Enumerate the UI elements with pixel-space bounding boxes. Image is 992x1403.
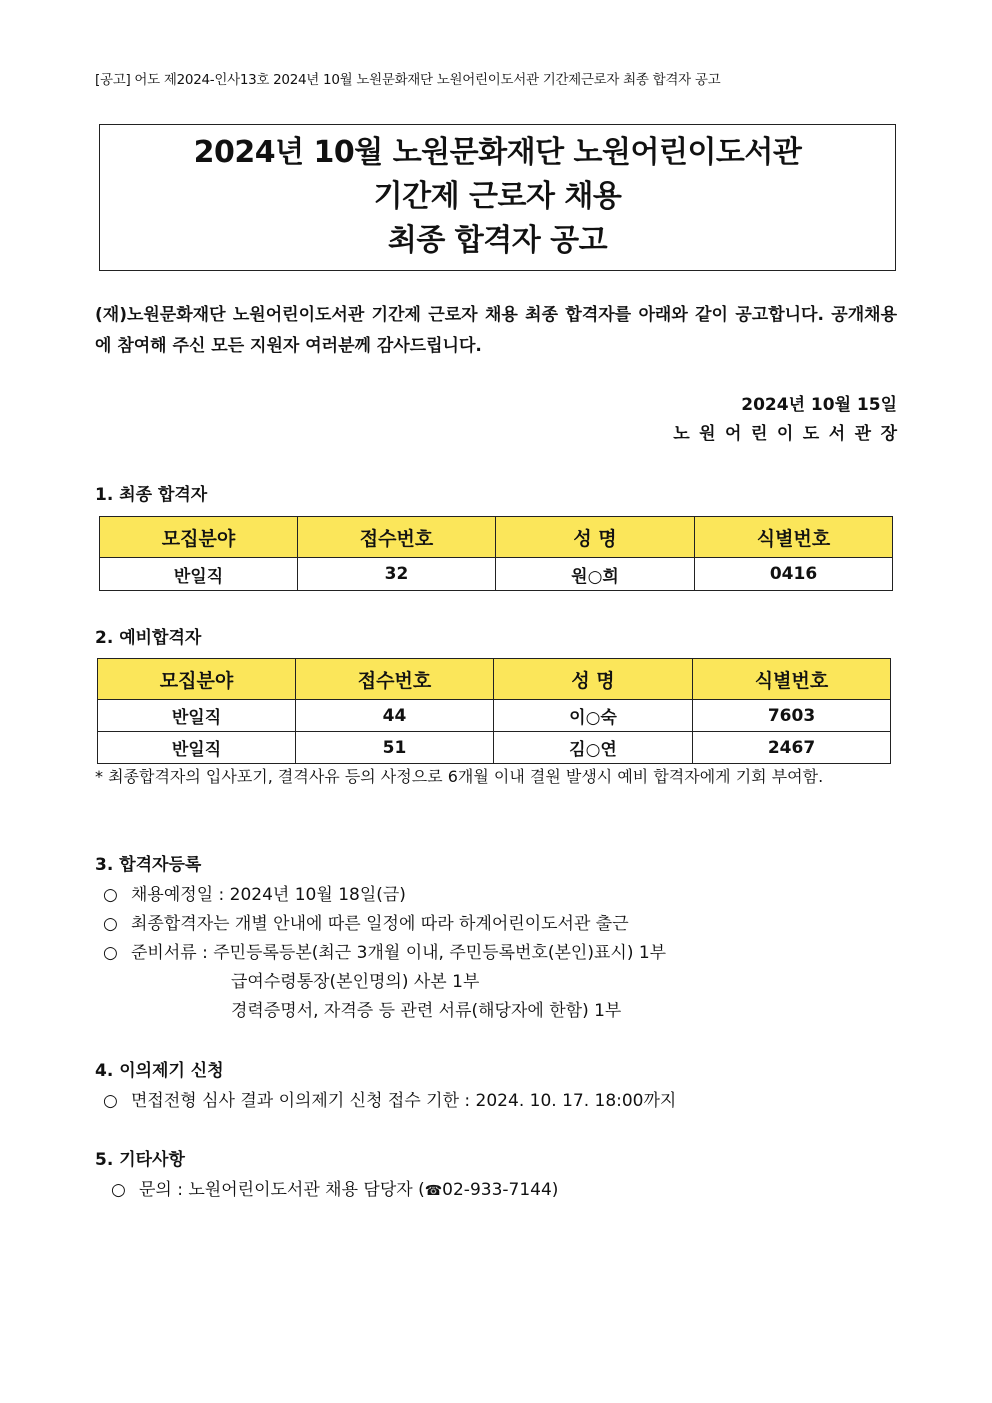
header-receipt-no: 접수번호 bbox=[298, 517, 496, 558]
header-name: 성 명 bbox=[496, 517, 695, 558]
section-2-title: 2. 예비합격자 bbox=[95, 628, 202, 648]
table-row bbox=[100, 558, 893, 591]
section-4-title: 4. 이의제기 신청 bbox=[95, 1061, 224, 1081]
documents-line-3: 경력증명서, 자격증 등 관련 서류(해당자에 한함) 1부 bbox=[231, 1001, 622, 1021]
list-item bbox=[103, 909, 629, 934]
cell-name: 원○희 bbox=[496, 558, 695, 591]
attendance-text: 최종합격자는 개별 안내에 따른 일정에 따라 하계어린이도서관 출근 bbox=[131, 914, 629, 934]
contact-number: 02-933-7144) bbox=[442, 1180, 559, 1200]
section-5-title: 5. 기타사항 bbox=[95, 1150, 185, 1170]
cell-id-no: 0416 bbox=[695, 558, 893, 591]
reserve-passers-table bbox=[97, 658, 891, 764]
cell-field: 반일직 bbox=[98, 732, 296, 764]
contact-text: 문의 : 노원어린이도서관 채용 담당자 ( bbox=[139, 1180, 425, 1200]
list-item bbox=[103, 880, 406, 905]
table-header-row bbox=[100, 517, 893, 558]
header-id-no: 식별번호 bbox=[695, 517, 893, 558]
table-row bbox=[98, 732, 891, 764]
circle-bullet-icon: ○ bbox=[111, 1180, 126, 1200]
header-name: 성 명 bbox=[494, 659, 693, 700]
final-passers-table bbox=[99, 516, 893, 591]
reserve-note: * 최종합격자의 입사포기, 결격사유 등의 사정으로 6개월 이내 결원 발생시 예비 합격자에게 기회 부여함. bbox=[95, 767, 824, 786]
cell-field: 반일직 bbox=[98, 700, 296, 732]
signer: 노원어린이도서관장 bbox=[673, 424, 907, 444]
phone-icon: ☎ bbox=[424, 1183, 443, 1199]
header-id-no: 식별번호 bbox=[693, 659, 891, 700]
cell-receipt-no: 51 bbox=[296, 732, 494, 764]
hiring-date-text: 채용예정일 : 2024년 10월 18일(금) bbox=[131, 885, 406, 905]
title-line-2: 기간제 근로자 채용 bbox=[373, 179, 622, 214]
cell-id-no: 2467 bbox=[693, 732, 891, 764]
title-line-3: 최종 합격자 공고 bbox=[387, 223, 608, 258]
list-item bbox=[111, 1175, 558, 1200]
document-header: [공고] 어도 제2024-인사13호 2024년 10월 노원문화재단 노원어린이도서관 기간제근로자 최종 합격자 공고 bbox=[95, 72, 721, 88]
cell-id-no: 7603 bbox=[693, 700, 891, 732]
header-field: 모집분야 bbox=[100, 517, 298, 558]
header-field: 모집분야 bbox=[98, 659, 296, 700]
documents-line-2: 급여수령통장(본인명의) 사본 1부 bbox=[231, 972, 480, 992]
circle-bullet-icon: ○ bbox=[103, 943, 118, 963]
section-1-title: 1. 최종 합격자 bbox=[95, 485, 208, 505]
cell-name: 이○숙 bbox=[494, 700, 693, 732]
objection-deadline-text: 면접전형 심사 결과 이의제기 신청 접수 기한 : 2024. 10. 17. 18:00까지 bbox=[131, 1091, 677, 1111]
cell-receipt-no: 32 bbox=[298, 558, 496, 591]
title-box bbox=[99, 124, 896, 271]
cell-name: 김○연 bbox=[494, 732, 693, 764]
cell-field: 반일직 bbox=[100, 558, 298, 591]
circle-bullet-icon: ○ bbox=[103, 885, 118, 905]
title-line-1: 2024년 10월 노원문화재단 노원어린이도서관 bbox=[193, 135, 802, 170]
list-item bbox=[103, 1086, 676, 1111]
documents-text: 준비서류 : 주민등록등본(최근 3개월 이내, 주민등록번호(본인)표시) 1부 bbox=[131, 943, 667, 963]
section-3-title: 3. 합격자등록 bbox=[95, 855, 202, 875]
header-receipt-no: 접수번호 bbox=[296, 659, 494, 700]
intro-paragraph: (재)노원문화재단 노원어린이도서관 기간제 근로자 채용 최종 합격자를 아래와 같이 공고합니다. 공개채용에 참여해 주신 모든 지원자 여러분께 감사드립니다. bbox=[95, 305, 897, 356]
circle-bullet-icon: ○ bbox=[103, 914, 118, 934]
table-row bbox=[98, 700, 891, 732]
list-item bbox=[103, 938, 666, 963]
circle-bullet-icon: ○ bbox=[103, 1091, 118, 1111]
cell-receipt-no: 44 bbox=[296, 700, 494, 732]
announcement-date: 2024년 10월 15일 bbox=[741, 395, 897, 415]
table-header-row bbox=[98, 659, 891, 700]
